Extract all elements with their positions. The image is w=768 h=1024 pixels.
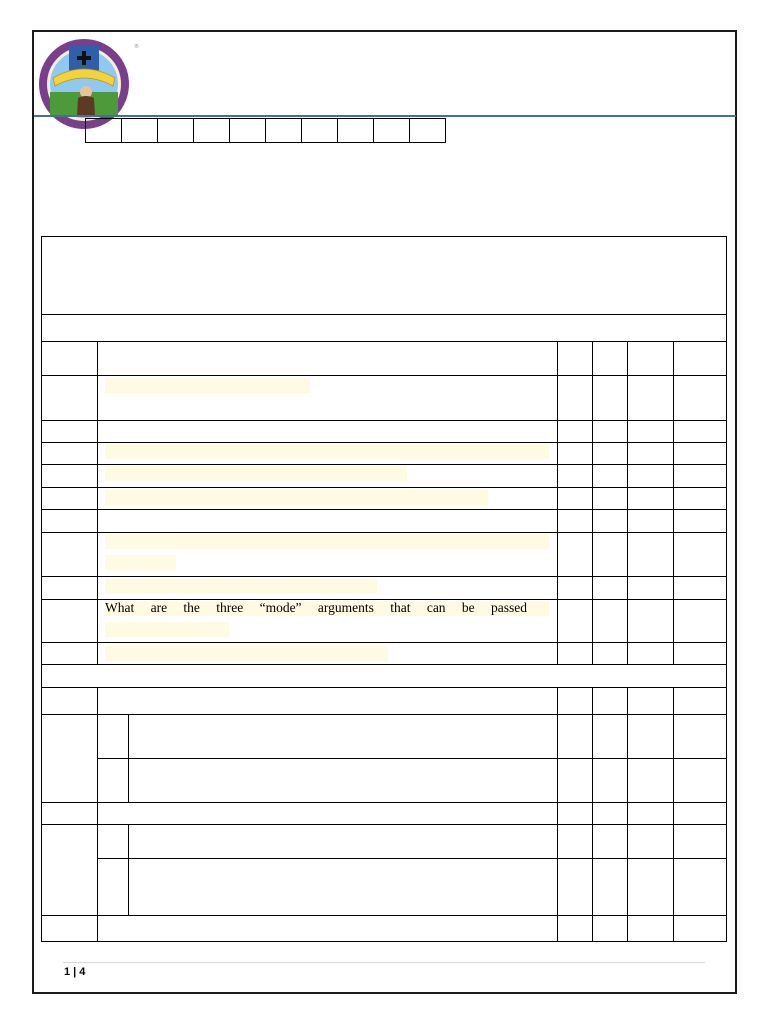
usn-box[interactable]: [338, 118, 374, 143]
table-row: [97, 758, 129, 803]
table-row: [627, 576, 674, 600]
table-row: [41, 802, 98, 825]
table-row: [627, 509, 674, 533]
table-row: [97, 532, 558, 577]
table-row: [557, 487, 593, 510]
table-row: [41, 464, 98, 488]
table-row: [557, 824, 593, 859]
table-row: [673, 758, 727, 803]
table-row: [41, 642, 98, 665]
table-row: [592, 758, 628, 803]
table-row: [41, 375, 98, 421]
table-row: [41, 442, 98, 465]
table-row: [627, 714, 674, 759]
header-divider: [34, 115, 736, 117]
table-row: [128, 758, 558, 803]
table-row: [673, 375, 727, 421]
table-row: [592, 375, 628, 421]
table-row: [128, 858, 558, 916]
table-row: [627, 599, 674, 643]
table-row: [673, 687, 727, 715]
table-row: [673, 341, 727, 376]
table-row: [627, 758, 674, 803]
footer-divider: [63, 962, 705, 963]
page-number: 1 | 4: [64, 966, 86, 978]
table-row: [673, 858, 727, 916]
table-row: [592, 487, 628, 510]
usn-box[interactable]: [302, 118, 338, 143]
table-row: [627, 464, 674, 488]
table-row: [592, 824, 628, 859]
table-row: [673, 509, 727, 533]
table-row: [41, 576, 98, 600]
table-row: [41, 664, 727, 688]
table-row: [41, 714, 98, 803]
table-row: [592, 532, 628, 577]
table-row: [627, 802, 674, 825]
table-row: [97, 802, 558, 825]
table-row: [557, 576, 593, 600]
table-row: [97, 487, 558, 510]
question-text: What are the three “mode” arguments that can be passed: [105, 600, 527, 615]
table-row: [592, 341, 628, 376]
usn-box[interactable]: [266, 118, 302, 143]
table-row: [557, 375, 593, 421]
table-row: [557, 464, 593, 488]
table-row: [673, 442, 727, 465]
table-row: [41, 420, 98, 443]
usn-entry-boxes[interactable]: [85, 118, 446, 143]
table-row: [557, 532, 593, 577]
usn-box[interactable]: [122, 118, 158, 143]
table-row: [592, 687, 628, 715]
table-row: [41, 824, 98, 916]
table-row: [97, 714, 129, 759]
table-row: [557, 341, 593, 376]
table-row: [97, 642, 558, 665]
table-row: [673, 642, 727, 665]
table-row: [627, 687, 674, 715]
table-row: [592, 915, 628, 942]
table-row: [97, 420, 558, 443]
table-row: [592, 714, 628, 759]
table-row: [627, 915, 674, 942]
table-row: [557, 599, 593, 643]
table-row: [627, 420, 674, 443]
usn-box[interactable]: [158, 118, 194, 143]
table-row: [592, 599, 628, 643]
table-row: [627, 487, 674, 510]
table-row: [627, 375, 674, 421]
table-row: [673, 915, 727, 942]
table-row: [627, 442, 674, 465]
table-row: [557, 915, 593, 942]
usn-box[interactable]: [194, 118, 230, 143]
table-row: [41, 314, 727, 342]
table-row: [97, 824, 129, 859]
table-row: [673, 532, 727, 577]
table-row: [673, 420, 727, 443]
table-row: [627, 642, 674, 665]
table-row: [557, 714, 593, 759]
table-row: [41, 599, 98, 643]
table-row: [97, 464, 558, 488]
table-row: [97, 858, 129, 916]
table-row: [592, 858, 628, 916]
table-row: [97, 509, 558, 533]
table-row: [41, 509, 98, 533]
table-row: [557, 442, 593, 465]
table-row: [592, 509, 628, 533]
table-row: [97, 915, 558, 942]
table-row: [673, 487, 727, 510]
table-row: [673, 802, 727, 825]
table-row: [557, 802, 593, 825]
table-row: [592, 464, 628, 488]
usn-box[interactable]: [230, 118, 266, 143]
table-row: [41, 915, 98, 942]
table-row: [592, 442, 628, 465]
table-row: [592, 576, 628, 600]
usn-box[interactable]: [374, 118, 410, 143]
table-row: [41, 687, 98, 715]
table-row: [41, 236, 727, 315]
table-row: [627, 824, 674, 859]
table-row: [557, 509, 593, 533]
table-row: [557, 758, 593, 803]
table-row: [627, 532, 674, 577]
svg-text:®: ®: [134, 44, 139, 50]
table-row: [557, 687, 593, 715]
table-row: [673, 824, 727, 859]
usn-box[interactable]: [86, 118, 122, 143]
table-row: [673, 599, 727, 643]
table-row: [557, 858, 593, 916]
table-row: [592, 420, 628, 443]
table-row: [592, 802, 628, 825]
table-row: [97, 375, 558, 421]
table-row: [673, 714, 727, 759]
table-row: [41, 487, 98, 510]
table-row: [673, 576, 727, 600]
table-row: [97, 576, 558, 600]
table-row: [128, 714, 558, 759]
table-row: [627, 858, 674, 916]
table-row: [97, 341, 558, 376]
table-row: [41, 532, 98, 577]
table-row: [557, 642, 593, 665]
usn-box[interactable]: [410, 118, 446, 143]
table-row: [128, 824, 558, 859]
table-row: [97, 687, 558, 715]
table-row: [592, 642, 628, 665]
table-row: [557, 420, 593, 443]
table-row: [41, 341, 98, 376]
table-row: [627, 341, 674, 376]
table-row: [97, 442, 558, 465]
table-row: [673, 464, 727, 488]
